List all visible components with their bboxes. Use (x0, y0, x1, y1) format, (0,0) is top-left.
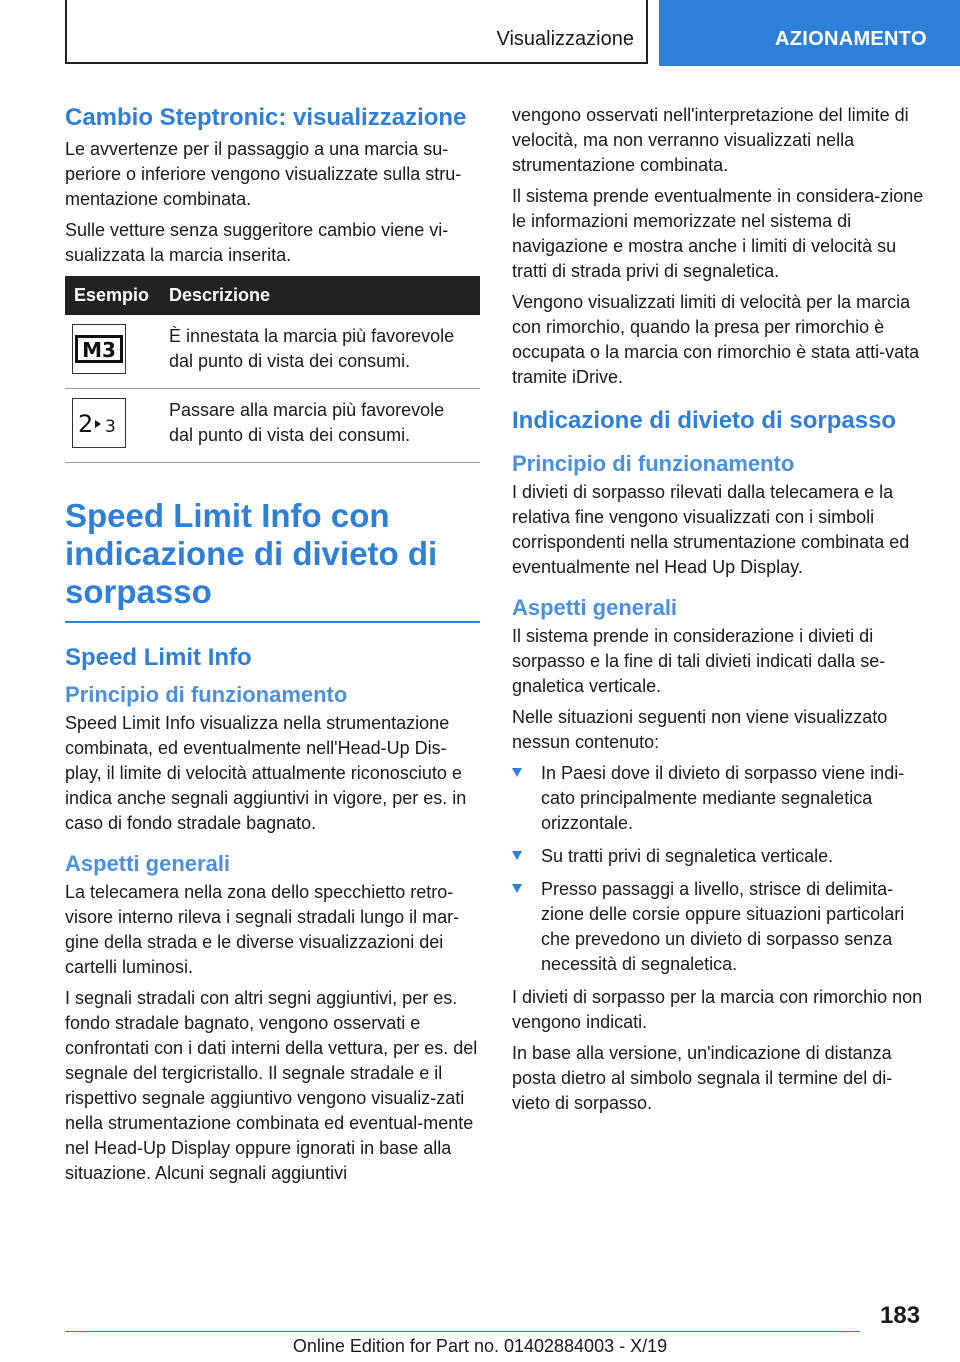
sli-principle-paragraph: Speed Limit Info visualizza nella strumentazione combinata, ed eventualmente nell'Head-Up Dis-play, il limite di velocità attualmente riconosciuto e indica anche segnali aggiuntivi in vigore, per es. in caso di fondo stradale bagnato. (65, 713, 467, 833)
table-cell-icon (65, 315, 160, 389)
gear-indicator-table (65, 276, 480, 463)
overtaking-general-paragraph-4: In base alla versione, un'indicazione di distanza posta dietro al simbolo segnala il termine del di-vieto di sorpasso. (512, 1043, 893, 1113)
header-section-title: Visualizzazione (496, 28, 634, 50)
svg-text:2: 2 (78, 410, 94, 436)
shift-up-2-to-3-icon (72, 398, 126, 448)
overtaking-heading: Indicazione di divieto di sorpasso (512, 407, 897, 434)
list-item-text: Su tratti privi di segnaletica verticale. (541, 846, 834, 866)
overtaking-general-heading: Aspetti generali (512, 595, 678, 620)
steptronic-paragraph-2: Sulle vetture senza suggeritore cambio viene vi-sualizzata la marcia inserita. (65, 220, 449, 265)
table-cell-icon (65, 389, 160, 463)
list-item (512, 844, 927, 869)
triangle-bullet-icon (512, 768, 522, 777)
list-item-text: Presso passaggi a livello, strisce di delimita-zione delle corsie oppure situazioni particolari che prevedono un divieto di sorpasso senza necessità di segnaletica. (541, 879, 905, 974)
sli-general-paragraph-1: La telecamera nella zona dello specchietto retro-visore interno rileva i segnali stradali lungo il mar-gine della strada e le diverse visualizzazioni dei cartelli luminosi. (65, 882, 460, 977)
overtaking-principle-heading: Principio di funzionamento (512, 451, 795, 476)
gear-m3-icon (72, 324, 126, 374)
sli-principle-heading: Principio di funzionamento (65, 682, 348, 707)
table-header-example: Esempio (65, 276, 160, 315)
svg-text:3: 3 (105, 417, 116, 436)
header-section-box (65, 0, 648, 64)
table-row (65, 315, 480, 389)
list-item (512, 761, 927, 836)
left-column (65, 103, 480, 1192)
list-item-text: In Paesi dove il divieto di sorpasso viene indi-cato principalmente mediante segnaletica orizzontale. (541, 763, 905, 833)
continued-paragraph-2: Il sistema prende eventualmente in considera-zione le informazioni memorizzate nel sistema di navigazione e mostra anche i limiti di velocità su tratti di strada privi di segnaletica. (512, 186, 924, 281)
list-item (512, 877, 927, 977)
table-row (65, 389, 480, 463)
table-cell-description: Passare alla marcia più favorevole dal punto di vista dei consumi. (160, 389, 480, 463)
triangle-bullet-icon (512, 884, 522, 893)
overtaking-principle-paragraph: I divieti di sorpasso rilevati dalla telecamera e la relativa fine vengono visualizzati con i simboli corrispondenti nella strumentazione combinata ed eventualmente nel Head Up Display. (512, 482, 910, 577)
no-display-situations-list (512, 761, 927, 977)
table-header-description: Descrizione (160, 276, 480, 315)
speed-limit-info-heading: Speed Limit Info (65, 644, 252, 671)
sli-general-paragraph-2: I segnali stradali con altri segni aggiuntivi, per es. fondo stradale bagnato, vengono osservati e confrontati con i dati interni della vettura, per es. del segnale del tergicristallo. Il segnale stradale e il rispettivo segnale aggiuntivo vengono visualiz-zati nella strumentazione combinata ed eventual-mente nel Head-Up Display oppure ignorati in base alla situazione. Alcuni segnali aggiuntivi (65, 988, 478, 1183)
footer-edition (0, 1336, 960, 1357)
overtaking-general-paragraph-3: I divieti di sorpasso per la marcia con rimorchio non vengono indicati. (512, 987, 923, 1032)
triangle-bullet-icon (512, 851, 522, 860)
steptronic-paragraph-1: Le avvertenze per il passaggio a una marcia su-periore o inferiore vengono visualizzate sulla stru-mentazione combinata. (65, 139, 462, 209)
steptronic-heading: Cambio Steptronic: visualizzazione (65, 104, 467, 131)
header-chapter-tab (659, 0, 960, 66)
continued-paragraph-1: vengono osservati nell'interpretazione del limite di velocità, ma non verranno visualizzati nella strumentazione combinata. (512, 105, 909, 175)
overtaking-general-paragraph-2: Nelle situazioni seguenti non viene visualizzato nessun contenuto: (512, 707, 888, 752)
speed-limit-info-main-heading: Speed Limit Info con indicazione di divieto di sorpasso (65, 497, 480, 623)
right-column (512, 103, 927, 1122)
sli-general-heading: Aspetti generali (65, 851, 231, 876)
footer-divider (65, 1331, 860, 1332)
footer-edition-text: Online Edition for Part no. 01402884003 - X/19 (292, 1336, 668, 1356)
svg-text:M3: M3 (82, 338, 116, 362)
continued-paragraph-3: Vengono visualizzati limiti di velocità per la marcia con rimorchio, quando la presa per rimorchio è occupata o la marcia con rimorchio è stata atti-vata tramite iDrive. (512, 292, 920, 387)
header-chapter-label: AZIONAMENTO (775, 28, 927, 50)
overtaking-general-paragraph-1: Il sistema prende in considerazione i divieti di sorpasso e la fine di tali divieti indicati dalla se-gnaletica verticale. (512, 626, 886, 696)
table-cell-description: È innestata la marcia più favorevole dal punto di vista dei consumi. (160, 315, 480, 389)
page-number: 183 (880, 1302, 921, 1329)
